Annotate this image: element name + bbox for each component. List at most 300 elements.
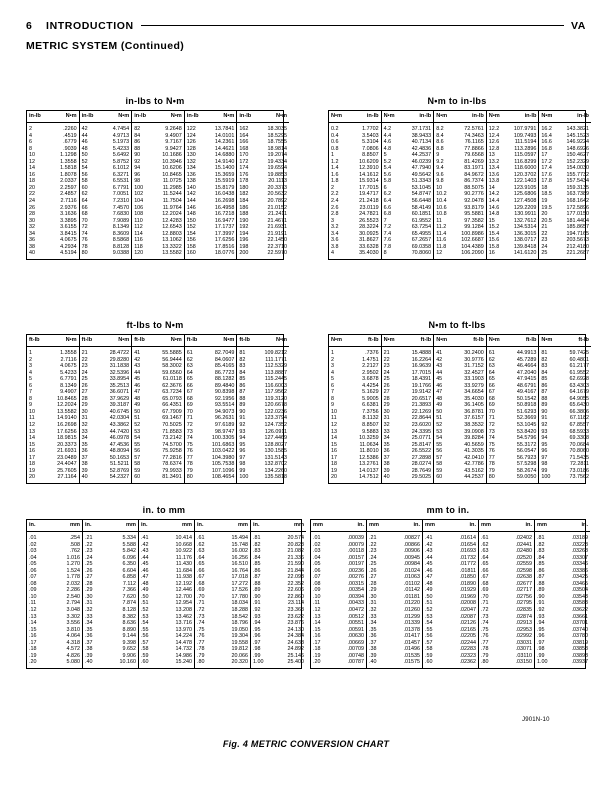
conversion-table-length xyxy=(26,505,586,669)
cell-input-value: 90 xyxy=(541,408,548,415)
cell-input-value: 6 xyxy=(383,184,387,191)
cell-converted-value: .03150 xyxy=(515,659,532,666)
cell-input-value: 10.8 xyxy=(436,211,447,218)
cell-converted-value: 37.1731 xyxy=(411,126,432,132)
cell-input-value: 3.8 xyxy=(331,243,339,250)
cell-input-value: .05 xyxy=(29,561,37,568)
cell-converted-value: 39.0908 xyxy=(464,428,484,435)
cell-input-value: .30 xyxy=(369,593,377,600)
cell-converted-value: 126.0911 xyxy=(264,428,287,435)
cell-converted-value: .254 xyxy=(69,535,80,541)
cell-converted-value: 172.5896 xyxy=(566,204,589,211)
cell-input-value: 4.2 xyxy=(383,126,392,132)
cell-input-value: 35 xyxy=(81,441,88,448)
cell-converted-value: 50.1653 xyxy=(109,454,130,461)
cell-input-value: 5.4 xyxy=(383,165,392,172)
cell-converted-value: 14.0137 xyxy=(359,467,379,474)
cell-input-value: .07 xyxy=(29,574,37,581)
cell-converted-value: 128.8027 xyxy=(264,441,287,448)
cell-converted-value: 8.3609 xyxy=(112,230,130,237)
cell-input-value: 11.6 xyxy=(436,237,447,244)
cell-input-value: 18 xyxy=(29,461,35,468)
table-row xyxy=(487,250,539,257)
cell-converted-value: .00906 xyxy=(403,548,420,555)
cell-input-value: 78 xyxy=(186,461,193,468)
cell-converted-value: .01772 xyxy=(459,561,476,568)
cell-input-value: 140 xyxy=(186,184,196,191)
cell-converted-value: 23.622 xyxy=(287,613,304,620)
cell-input-value: .47 xyxy=(141,574,149,581)
cell-input-value: .45 xyxy=(141,561,149,568)
cell-converted-value: 73.7562 xyxy=(569,474,589,481)
column-header-key: mm xyxy=(481,522,491,528)
cell-converted-value: 17.7015 xyxy=(359,184,379,191)
cell-converted-value: 8.1349 xyxy=(112,224,130,231)
column-header-key: in. xyxy=(141,522,148,528)
cell-converted-value: 19.4334 xyxy=(267,158,287,165)
cell-input-value: .38 xyxy=(85,646,93,653)
cell-input-value: .84 xyxy=(253,554,261,561)
cell-converted-value: 46.0978 xyxy=(109,435,130,442)
cell-converted-value: 44.2537 xyxy=(464,474,484,481)
cell-converted-value: 10.3259 xyxy=(359,435,379,442)
cell-input-value: 130 xyxy=(186,152,196,159)
cell-converted-value: 2.2127 xyxy=(362,363,379,370)
cell-input-value: .77 xyxy=(481,639,489,646)
cell-input-value: 92 xyxy=(239,422,246,429)
cell-converted-value: 145.1523 xyxy=(566,132,589,139)
cell-converted-value: 24.638 xyxy=(287,639,304,646)
cell-converted-value: 56.9444 xyxy=(162,356,182,363)
cell-converted-value: 1.778 xyxy=(66,574,80,581)
cell-converted-value: 2.032 xyxy=(66,580,80,587)
cell-input-value: .57 xyxy=(425,639,433,646)
column-body xyxy=(434,347,486,483)
cell-converted-value: 12.4283 xyxy=(162,217,182,224)
cell-converted-value: 61.9552 xyxy=(411,217,432,224)
cell-converted-value: 23.114 xyxy=(287,600,304,607)
cell-input-value: 68 xyxy=(186,395,193,402)
cell-input-value: 26 xyxy=(383,382,390,389)
cell-input-value: 11 xyxy=(436,217,442,224)
cell-input-value: 40 xyxy=(383,474,390,481)
cell-input-value: 59 xyxy=(436,467,443,474)
cell-converted-value: 79.6568 xyxy=(464,152,484,159)
cell-input-value: 174 xyxy=(239,165,249,172)
cell-input-value: .76 xyxy=(481,633,489,640)
column-body xyxy=(83,532,138,668)
table-row xyxy=(195,659,250,666)
cell-converted-value: 4.9713 xyxy=(112,132,130,139)
cell-converted-value: 59.0050 xyxy=(516,474,537,481)
cell-input-value: 42 xyxy=(436,356,443,363)
cell-converted-value: .01732 xyxy=(459,554,476,561)
cell-input-value: 25 xyxy=(81,376,88,383)
cell-input-value: 122 xyxy=(186,126,196,132)
cell-converted-value: 77.8866 xyxy=(464,145,484,152)
cell-input-value: .95 xyxy=(537,626,545,633)
cell-input-value: .13 xyxy=(313,613,321,620)
cell-converted-value: 3.3895 xyxy=(60,217,77,224)
cell-converted-value: 124.7352 xyxy=(264,422,287,429)
cell-input-value: .27 xyxy=(369,574,377,581)
column-header-key: mm xyxy=(313,522,323,528)
cell-converted-value: .00394 xyxy=(347,593,364,600)
cell-input-value: 1.00 xyxy=(253,659,264,666)
cell-converted-value: 139.8418 xyxy=(513,243,537,250)
cell-input-value: 84 xyxy=(134,132,141,139)
cell-converted-value: 90.2776 xyxy=(464,191,484,198)
cell-converted-value: 18.9814 xyxy=(267,145,287,152)
cell-converted-value: 1.7702 xyxy=(362,126,379,132)
column-pair xyxy=(195,520,251,668)
cell-input-value: 15 xyxy=(488,217,495,224)
column-header-row xyxy=(27,520,82,532)
cell-converted-value: 56.6448 xyxy=(411,198,432,205)
column-body xyxy=(311,532,366,668)
cell-input-value: 180 xyxy=(239,184,249,191)
cell-input-value: 9.4 xyxy=(436,165,444,172)
cell-input-value: .06 xyxy=(313,567,321,574)
cell-input-value: .65 xyxy=(197,561,205,568)
cell-converted-value: 9.4907 xyxy=(165,132,182,139)
cell-input-value: 24 xyxy=(29,198,35,205)
conversion-half-left xyxy=(26,320,287,484)
cell-input-value: .19 xyxy=(313,652,321,659)
cell-input-value: .90 xyxy=(537,593,545,600)
cell-input-value: 14.8 xyxy=(488,211,500,218)
cell-input-value: .55 xyxy=(141,626,149,633)
cell-input-value: .34 xyxy=(85,620,93,627)
cell-converted-value: 109.8212 xyxy=(264,350,287,356)
cell-input-value: 51 xyxy=(436,415,443,422)
cell-input-value: .61 xyxy=(197,535,205,541)
cell-converted-value: 10.414 xyxy=(175,535,192,541)
cell-converted-value: 2.7116 xyxy=(60,356,77,363)
cell-input-value: .82 xyxy=(253,541,261,548)
cell-converted-value: 79.9933 xyxy=(162,467,182,474)
cell-input-value: 12.4 xyxy=(488,132,500,139)
cell-input-value: 92 xyxy=(541,422,548,429)
cell-converted-value: 9.398 xyxy=(122,639,136,646)
cell-input-value: .68 xyxy=(197,580,205,587)
cell-input-value: .95 xyxy=(253,626,261,633)
cell-converted-value: 76.1165 xyxy=(464,139,484,146)
cell-input-value: .70 xyxy=(481,593,489,600)
cell-input-value: 22 xyxy=(81,356,88,363)
cell-input-value: 2 xyxy=(331,184,334,191)
cell-converted-value: 29.8280 xyxy=(109,356,130,363)
cell-converted-value: 1.3558 xyxy=(60,350,77,356)
conversion-caption: mm to in. xyxy=(426,505,470,515)
cell-input-value: 29 xyxy=(383,402,390,409)
cell-converted-value: 20.320 xyxy=(231,659,248,666)
cell-converted-value: 61.9552 xyxy=(569,369,589,376)
cell-input-value: 89 xyxy=(239,402,246,409)
cell-input-value: 11 xyxy=(29,415,35,422)
cell-input-value: 9 xyxy=(331,402,334,409)
table-row xyxy=(27,474,79,481)
cell-converted-value: 6.7791 xyxy=(112,184,130,191)
cell-input-value: 60 xyxy=(134,474,141,481)
cell-converted-value: 21.3893 xyxy=(411,402,432,409)
cell-converted-value: 82.7049 xyxy=(214,350,235,356)
cell-input-value: 22 xyxy=(383,356,390,363)
cell-input-value: 40 xyxy=(81,474,88,481)
cell-converted-value: .02520 xyxy=(515,554,532,561)
figure-caption: Fig. 4 METRIC CONVERSION CHART xyxy=(222,739,390,749)
cell-converted-value: 8.5868 xyxy=(112,237,130,244)
cell-input-value: 85 xyxy=(541,376,548,383)
cell-converted-value: 8.382 xyxy=(122,613,136,620)
cell-converted-value: 15.1400 xyxy=(214,165,235,172)
cell-input-value: 43 xyxy=(436,363,443,370)
cell-input-value: 100 xyxy=(239,474,249,481)
cell-converted-value: 130.9911 xyxy=(514,211,537,218)
cell-input-value: .79 xyxy=(197,652,205,659)
column-header-value: in-lb xyxy=(577,113,589,119)
cell-input-value: 15.6 xyxy=(488,237,500,244)
cell-converted-value: .01654 xyxy=(459,541,476,548)
cell-converted-value: 103.0422 xyxy=(211,448,235,455)
cell-input-value: 2 xyxy=(331,356,334,363)
cell-input-value: .79 xyxy=(481,652,489,659)
cell-input-value: 160 xyxy=(186,250,196,257)
cell-input-value: .40 xyxy=(369,659,377,666)
cell-converted-value: 3.1636 xyxy=(60,211,77,218)
cell-input-value: 108 xyxy=(134,211,144,218)
cell-input-value: .31 xyxy=(369,600,377,607)
cell-input-value: 39 xyxy=(81,467,88,474)
cell-converted-value: 48.8094 xyxy=(109,448,130,455)
cell-input-value: 56 xyxy=(81,171,88,178)
cell-converted-value: 75.9258 xyxy=(162,448,182,455)
cell-converted-value: .01811 xyxy=(459,567,476,574)
cell-converted-value: 19.2074 xyxy=(267,152,287,159)
page-header xyxy=(26,20,586,32)
cell-converted-value: 15.494 xyxy=(231,535,248,541)
cell-input-value: 13 xyxy=(29,428,35,435)
cell-input-value: .99 xyxy=(537,652,545,659)
cell-input-value: .37 xyxy=(85,639,93,646)
cell-input-value: .78 xyxy=(197,646,205,653)
cell-converted-value: 51.5211 xyxy=(110,461,130,468)
cell-input-value: 22 xyxy=(29,191,35,198)
cell-input-value: 16 xyxy=(29,171,35,178)
cell-input-value: 47 xyxy=(436,389,443,396)
cell-input-value: 18.5 xyxy=(541,191,552,198)
column-pair xyxy=(185,111,238,259)
column-body xyxy=(539,123,591,259)
cell-input-value: 30 xyxy=(383,408,390,415)
cell-input-value: .66 xyxy=(197,567,205,574)
cell-input-value: 47 xyxy=(134,389,141,396)
cell-converted-value: .01535 xyxy=(403,652,420,659)
cell-converted-value: 2.7116 xyxy=(60,198,77,205)
cell-input-value: .26 xyxy=(85,567,93,574)
cell-converted-value: 12.2024 xyxy=(162,211,182,218)
cell-converted-value: 12.3910 xyxy=(359,165,379,172)
conversion-half-right xyxy=(310,505,586,669)
cell-converted-value: 44.9913 xyxy=(516,350,537,356)
column-header-row xyxy=(27,335,79,347)
cell-input-value: 46 xyxy=(81,139,88,146)
column-header-value: ft-lb xyxy=(420,337,432,343)
cell-input-value: .62 xyxy=(481,541,489,548)
cell-converted-value: 203.5673 xyxy=(566,237,589,244)
cell-converted-value: 115.0597 xyxy=(514,152,537,159)
cell-converted-value: .00472 xyxy=(347,607,364,614)
cell-input-value: .90 xyxy=(253,593,261,600)
cell-converted-value: 20.6517 xyxy=(411,395,432,402)
column-header-value: N•m xyxy=(275,337,287,343)
cell-input-value: 0.2 xyxy=(331,126,339,132)
cell-converted-value: 54.2327 xyxy=(109,474,130,481)
cell-converted-value: 148.6926 xyxy=(566,145,589,152)
cell-converted-value: 50.8918 xyxy=(516,402,537,409)
column-pair xyxy=(479,520,535,668)
cell-converted-value: .03937 xyxy=(571,659,588,666)
cell-input-value: 61 xyxy=(186,350,193,356)
cell-input-value: 28 xyxy=(383,395,390,402)
cell-input-value: .66 xyxy=(481,567,489,574)
cell-converted-value: 23.368 xyxy=(287,607,304,614)
cell-input-value: .63 xyxy=(481,548,489,555)
cell-input-value: 13 xyxy=(331,428,337,435)
column-header-value: N•m xyxy=(223,113,235,119)
cell-converted-value: 3.048 xyxy=(66,607,80,614)
cell-input-value: 45 xyxy=(436,376,443,383)
cell-converted-value: 18.7555 xyxy=(267,139,287,146)
cell-converted-value: 23.6020 xyxy=(411,422,432,429)
cell-input-value: 188 xyxy=(239,211,249,218)
cell-converted-value: 5.4233 xyxy=(60,369,77,376)
column-header-key: ft-lb xyxy=(239,337,250,343)
cell-converted-value: 55.3172 xyxy=(516,441,537,448)
cell-input-value: .46 xyxy=(141,567,149,574)
cell-converted-value: 14.224 xyxy=(175,633,192,640)
cell-converted-value: 40.5659 xyxy=(464,441,484,448)
cell-converted-value: 19.8853 xyxy=(267,171,287,178)
cell-input-value: 96 xyxy=(239,448,246,455)
cell-input-value: .61 xyxy=(481,535,489,541)
cell-converted-value: 15.4888 xyxy=(411,350,432,356)
column-body xyxy=(329,123,381,259)
cell-converted-value: 19.1766 xyxy=(411,382,432,389)
cell-converted-value: 54.8747 xyxy=(411,191,432,198)
cell-converted-value: 1.5818 xyxy=(60,165,77,172)
column-pair xyxy=(237,335,289,483)
column-header-value: in. xyxy=(413,522,420,528)
cell-converted-value: 106.2090 xyxy=(461,250,484,257)
cell-converted-value: 12.954 xyxy=(175,600,192,607)
cell-converted-value: 47.2040 xyxy=(516,369,537,376)
cell-converted-value: .00157 xyxy=(347,554,364,561)
cell-converted-value: 54.5796 xyxy=(516,435,537,442)
cell-input-value: 63 xyxy=(186,363,193,370)
cell-input-value: 76 xyxy=(81,237,88,244)
cell-converted-value: .02559 xyxy=(515,561,532,568)
cell-converted-value: 25.8147 xyxy=(411,441,432,448)
cell-converted-value: 22.1269 xyxy=(411,408,432,415)
cell-converted-value: 20.3373 xyxy=(57,441,77,448)
cell-converted-value: 49.4167 xyxy=(516,389,537,396)
cell-input-value: .03 xyxy=(313,548,321,555)
cell-converted-value: 21.2418 xyxy=(359,198,379,205)
cell-converted-value: 12.192 xyxy=(175,580,192,587)
cell-input-value: 33 xyxy=(383,428,390,435)
cell-converted-value: 17.7015 xyxy=(411,369,432,376)
cell-converted-value: 12.700 xyxy=(175,593,192,600)
cell-converted-value: 129.2209 xyxy=(513,204,537,211)
cell-input-value: 8.6 xyxy=(436,139,444,146)
cell-input-value: 61 xyxy=(488,350,495,356)
cell-converted-value: .762 xyxy=(69,548,80,555)
column-header-row xyxy=(132,335,184,347)
cell-converted-value: 47.9415 xyxy=(516,376,537,383)
cell-input-value: 136 xyxy=(186,171,196,178)
header-right-label: VA xyxy=(570,20,586,32)
cell-input-value: .24 xyxy=(369,554,377,561)
cell-input-value: .58 xyxy=(425,646,433,653)
cell-input-value: 38 xyxy=(383,461,390,468)
cell-converted-value: 15.9314 xyxy=(359,178,379,185)
cell-converted-value: 5.334 xyxy=(122,535,136,541)
cell-input-value: 69 xyxy=(488,402,495,409)
cell-input-value: 172 xyxy=(239,158,249,165)
cell-input-value: .59 xyxy=(425,652,433,659)
cell-input-value: .83 xyxy=(253,548,261,555)
cell-input-value: .14 xyxy=(29,620,37,627)
cell-converted-value: 136.3015 xyxy=(513,230,537,237)
cell-converted-value: 16.002 xyxy=(231,548,248,555)
cell-converted-value: 16.2264 xyxy=(411,356,432,363)
cell-input-value: 6.8 xyxy=(383,211,392,218)
cell-input-value: 11 xyxy=(331,415,337,422)
cell-converted-value: 36.6071 xyxy=(109,389,130,396)
cell-input-value: 70 xyxy=(186,408,193,415)
cell-converted-value: 17.6256 xyxy=(214,237,235,244)
cell-input-value: .87 xyxy=(253,574,261,581)
cell-converted-value: 11.7504 xyxy=(162,198,182,205)
cell-input-value: .10 xyxy=(313,593,321,600)
cell-converted-value: 63.7254 xyxy=(411,224,432,231)
cell-converted-value: 10.922 xyxy=(175,548,192,555)
table-row xyxy=(83,659,138,666)
cell-converted-value: 123.9105 xyxy=(513,184,537,191)
cell-input-value: 27 xyxy=(81,389,88,396)
column-header-row xyxy=(487,111,539,123)
cell-converted-value: 61.2177 xyxy=(569,363,589,370)
cell-input-value: .25 xyxy=(369,561,377,568)
cell-input-value: .78 xyxy=(481,646,489,653)
column-header-row xyxy=(382,111,434,123)
cell-input-value: .20 xyxy=(313,659,321,666)
cell-converted-value: 58.2674 xyxy=(516,467,537,474)
cell-converted-value: 31.8627 xyxy=(359,237,379,244)
cell-converted-value: 36.8781 xyxy=(464,408,484,415)
cell-converted-value: .00630 xyxy=(347,633,364,640)
cell-input-value: 13.2 xyxy=(488,158,500,165)
table-row xyxy=(539,250,591,257)
cell-converted-value: 17.6256 xyxy=(57,428,77,435)
cell-converted-value: 109.7493 xyxy=(513,132,537,139)
cell-input-value: 12 xyxy=(331,422,337,429)
cell-converted-value: 14.4621 xyxy=(214,145,235,152)
cell-input-value: 1.6 xyxy=(331,171,339,178)
cell-converted-value: .03189 xyxy=(571,535,588,541)
cell-input-value: 4.8 xyxy=(383,145,392,152)
